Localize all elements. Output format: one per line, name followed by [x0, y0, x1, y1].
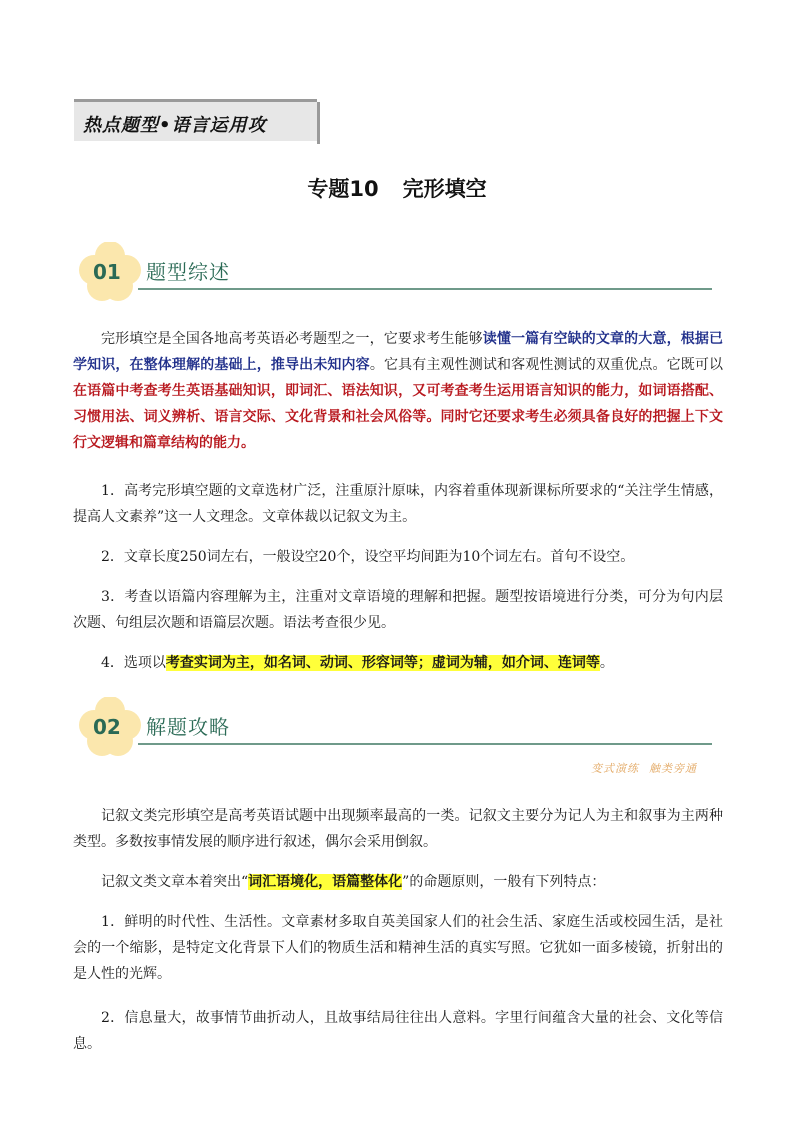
section-number: 02 — [93, 715, 121, 739]
body-p2-highlight: 词汇语境化，语篇整体化 — [248, 874, 403, 890]
point-4-end: 。 — [599, 655, 614, 671]
section-divider — [138, 288, 712, 290]
body-paragraph-4: 2．信息量大，故事情节曲折动人，且故事结局往往出人意料。字里行间蕴含大量的社会、文化等信息。 — [73, 1010, 723, 1052]
section-header-strategy — [78, 697, 714, 757]
intro-paragraph — [73, 326, 723, 456]
point-3: 3．考查以语篇内容理解为主，注重对文章语境的理解和把握。题型按语境进行分类，可分为句内层次题、句组层次题和语篇层次题。语法考查很少见。 — [73, 589, 723, 631]
header-banner — [74, 99, 317, 141]
intro-red-emphasis: 在语篇中考查考生英语基础知识，即词汇、语法知识，又可考查考生运用语言知识的能力，如词语搭配、习惯用法、词义辨析、语言交际、文化背景和社会风俗等。同时它还要求考生必须具备良好的把握上下文行文逻辑和篇章结构的能力。 — [73, 383, 723, 451]
body-p2-text: 记叙文类文章本着突出“ — [101, 874, 249, 890]
section-number: 01 — [93, 260, 121, 284]
title-text: 完形填空 — [402, 177, 487, 201]
section-title: 题型综述 — [146, 260, 230, 284]
banner-text: 热点题型•语言运用攻 — [83, 115, 267, 136]
point-2: 2．文章长度250词左右，一般设空20个，设空平均间距为10个词左右。首句不设空。 — [101, 549, 635, 565]
subtitle-left: 变式演练 — [591, 762, 639, 775]
page-title — [0, 173, 794, 203]
title-number: 专题10 — [307, 177, 379, 201]
intro-text: 完形填空是全国各地高考英语必考题型之一，它要求考生能够 — [101, 331, 483, 347]
body-paragraph-2 — [73, 869, 723, 895]
body-p2-end: ”的命题原则，一般有下列特点： — [402, 874, 606, 890]
section-header-overview — [78, 242, 714, 302]
section-title: 解题攻略 — [146, 715, 230, 739]
point-1: 1．高考完形填空题的文章选材广泛，注重原汁原味，内容着重体现新课标所要求的“关注学生情感，提高人文素养”这一人文理念。文章体裁以记叙文为主。 — [73, 483, 723, 525]
point-4-highlight: 考查实词为主，如名词、动词、形容词等；虚词为辅，如介词、连词等 — [165, 655, 600, 671]
point-4 — [73, 650, 723, 676]
section-subtitle — [591, 760, 697, 776]
subtitle-right: 触类旁通 — [649, 762, 697, 775]
body-paragraph-1: 记叙文类完形填空是高考英语试题中出现频率最高的一类。记叙文主要分为记人为主和叙事为主两种类型。多数按事情发展的顺序进行叙述，偶尔会采用倒叙。 — [73, 808, 723, 850]
section-divider — [138, 743, 712, 745]
intro-blue-emphasis: 读懂一篇有空缺的文章的大意，根据已学知识，在整体理解的基础上，推导出未知内容 — [73, 331, 723, 373]
point-4-text: 4．选项以 — [101, 655, 166, 671]
intro-text-2: 。它具有主观性测试和客观性测试的双重优点。它既可以 — [369, 357, 724, 373]
body-paragraph-3: 1．鲜明的时代性、生活性。文章素材多取自英美国家人们的社会生活、家庭生活或校园生活，是社会的一个缩影，是特定文化背景下人们的物质生活和精神生活的真实写照。它犹如一面多棱镜，折射出的是人性的光辉。 — [73, 914, 723, 982]
